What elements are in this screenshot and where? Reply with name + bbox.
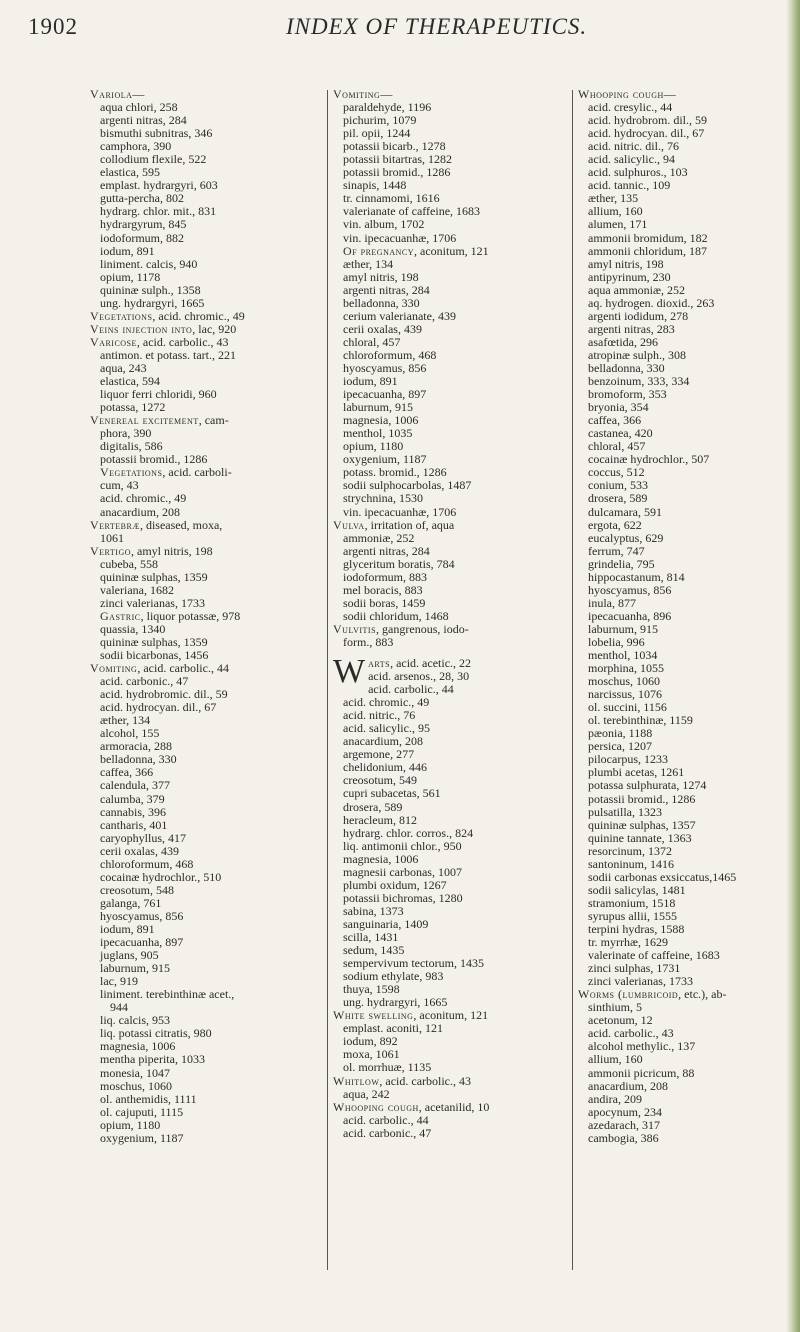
index-entry: hydrarg. chlor. mit., 831 <box>100 204 217 219</box>
index-entry: valerianate of caffeine, 1683 <box>343 204 481 219</box>
index-entry: iodoformum, 883 <box>343 569 427 584</box>
index-entry: laburnum, 915 <box>343 400 413 415</box>
index-entry: syrupus allii, 1555 <box>588 908 677 923</box>
index-entry: opium, 1180 <box>343 439 404 454</box>
index-entry: valeriana, 1682 <box>100 582 174 597</box>
index-entry: zinci sulphas, 1731 <box>588 961 681 976</box>
index-entry: liniment. terebinthinæ acet., <box>100 987 235 1002</box>
index-entry: pulsatilla, 1323 <box>588 804 662 819</box>
index-entry: belladonna, 330 <box>343 295 420 310</box>
index-entry: mentha piperita, 1033 <box>100 1052 205 1067</box>
index-entry: cambogia, 386 <box>588 1130 659 1145</box>
heading-rest: , lac, 920 <box>192 321 237 336</box>
index-entry: alcohol, 155 <box>100 726 160 741</box>
index-entry: narcissus, 1076 <box>588 687 662 702</box>
index-heading <box>333 1075 573 1088</box>
index-entry: iodum, 891 <box>100 243 155 258</box>
index-entry: collodium flexile, 522 <box>100 152 207 167</box>
index-entry: allium, 160 <box>588 1052 643 1067</box>
index-entry: sodii bicarbonas, 1456 <box>100 648 209 663</box>
index-entry: potassii bromid., 1286 <box>343 165 451 180</box>
index-entry: pil. opii, 1244 <box>343 126 411 141</box>
index-entry: hyoscyamus, 856 <box>100 908 184 923</box>
index-entry: strychnina, 1530 <box>343 491 423 506</box>
index-entry: vin. album, 1702 <box>343 217 425 232</box>
index-entry: bromoform, 353 <box>588 387 667 402</box>
index-entry: alcohol methylic., 137 <box>588 1039 696 1054</box>
index-entry: acid. carbonic., 47 <box>343 1125 432 1140</box>
index-entry: ung. hydrargyri, 1665 <box>100 295 205 310</box>
page-year: 1902 <box>28 14 78 39</box>
index-entry: cum, 43 <box>100 478 139 493</box>
heading-term: Vertebræ <box>90 517 140 532</box>
index-entry: cerii oxalas, 439 <box>100 843 179 858</box>
index-entry: inula, 877 <box>588 595 636 610</box>
index-entry: oxygenium, 1187 <box>100 1130 184 1145</box>
index-entry: magnesii carbonas, 1007 <box>343 864 462 879</box>
index-entry: anacardium, 208 <box>588 1078 668 1093</box>
index-entry: lobelia, 996 <box>588 634 645 649</box>
index-entry: heracleum, 812 <box>343 812 417 827</box>
index-entry: potassa sulphurata, 1274 <box>588 778 707 793</box>
heading-term: Vertigo <box>90 543 132 558</box>
heading-rest: , aconitum, 121 <box>414 243 489 258</box>
index-heading <box>90 545 328 558</box>
index-entry: acid. hydrobrom. dil., 59 <box>588 113 707 128</box>
index-entry: belladonna, 330 <box>100 752 177 767</box>
heading-term: Worms (lumbricoid <box>578 987 679 1002</box>
heading-rest: — <box>132 87 145 101</box>
heading-term: Vegetations <box>90 308 153 323</box>
index-entry: ol. anthemidis, 1111 <box>100 1091 197 1106</box>
index-heading <box>333 519 573 532</box>
index-heading <box>90 610 328 623</box>
page-header <box>28 14 760 42</box>
index-entry: pichurim, 1079 <box>343 113 417 128</box>
index-entry: ipecacuanha, 896 <box>588 608 672 623</box>
index-entry: atropinæ sulph., 308 <box>588 347 686 362</box>
index-entry: ol. succini, 1156 <box>588 700 667 715</box>
index-entry: dulcamara, 591 <box>588 504 662 519</box>
index-entry: quininæ sulph., 1358 <box>100 282 201 297</box>
index-entry: hyoscyamus, 856 <box>588 582 672 597</box>
index-entry: acid. carbolic., 43 <box>588 1026 674 1041</box>
index-entry: chloral, 457 <box>343 334 401 349</box>
index-entry: tr. cinnamomi, 1616 <box>343 191 440 206</box>
index-entry: hydrargyrum, 845 <box>100 217 187 232</box>
index-entry: æther, 134 <box>100 713 151 728</box>
heading-rest: , acetanilid, 10 <box>418 1099 490 1114</box>
index-entry: potassii bromid., 1286 <box>100 452 208 467</box>
index-entry: chelidonium, 446 <box>343 760 427 775</box>
index-entry: emplast. aconiti, 121 <box>343 1021 443 1036</box>
index-entry: liq. calcis, 953 <box>100 1013 170 1028</box>
index-entry: stramonium, 1518 <box>588 895 676 910</box>
index-entry: bryonia, 354 <box>588 400 649 415</box>
index-entry: acid. hydrobromic. dil., 59 <box>100 687 228 702</box>
index-entry: conium, 533 <box>588 478 648 493</box>
index-entry: caffea, 366 <box>588 413 642 428</box>
index-entry: phora, 390 <box>100 426 152 441</box>
index-entry: aqua, 242 <box>343 1086 390 1101</box>
index-entry: ammonii picricum, 88 <box>588 1065 695 1080</box>
index-entry: opium, 1178 <box>100 269 161 284</box>
heading-rest: , amyl nitris, 198 <box>131 543 213 558</box>
index-heading <box>333 623 573 636</box>
index-entry: benzoinum, 333, 334 <box>588 374 690 389</box>
index-entry: aq. hydrogen. dioxid., 263 <box>588 295 715 310</box>
index-entry: ammonii bromidum, 182 <box>588 230 708 245</box>
heading-term: Vegetations <box>100 465 163 480</box>
index-entry: chloral, 457 <box>588 439 646 454</box>
index-entry: belladonna, 330 <box>588 360 665 375</box>
index-entry: castanea, 420 <box>588 426 653 441</box>
index-entry: oxygenium, 1187 <box>343 452 427 467</box>
heading-rest: , diseased, moxa, <box>139 517 223 532</box>
index-entry: morphina, 1055 <box>588 661 664 676</box>
index-entry: acid. hydrocyan. dil., 67 <box>100 700 217 715</box>
index-entry: zinci valerianas, 1733 <box>100 595 205 610</box>
heading-term: Of pregnancy <box>343 243 415 258</box>
index-entry: amyl nitris, 198 <box>343 269 419 284</box>
index-entry: ung. hydrargyri, 1665 <box>343 995 448 1010</box>
index-entry: potassii bicarb., 1278 <box>343 139 446 154</box>
index-entry: allium, 160 <box>588 204 643 219</box>
index-entry: gutta-percha, 802 <box>100 191 184 206</box>
heading-term: Vomiting <box>90 661 138 676</box>
index-entry: acid. chromic., 49 <box>343 695 430 710</box>
index-entry: potassii bitartras, 1282 <box>343 152 452 167</box>
index-entry: potassii bromid., 1286 <box>588 791 696 806</box>
index-heading <box>333 245 573 258</box>
index-entry: calumba, 379 <box>100 791 165 806</box>
index-entry: plumbi acetas, 1261 <box>588 765 685 780</box>
index-entry: sodii carbonas exsiccatus,1465 <box>588 869 737 884</box>
index-entry: armoracia, 288 <box>100 739 172 754</box>
index-entry: drosera, 589 <box>343 799 403 814</box>
index-entry: liq. potassi citratis, 980 <box>100 1026 212 1041</box>
index-entry: drosera, 589 <box>588 491 648 506</box>
heading-rest: , acid. carbolic., 44 <box>137 661 229 676</box>
index-entry: ammonii chloridum, 187 <box>588 243 707 258</box>
index-entry: cocainæ hydrochlor., 507 <box>588 452 710 467</box>
index-entry: liquor ferri chloridi, 960 <box>100 387 217 402</box>
heading-term: Gastric <box>100 608 141 623</box>
index-entry: magnesia, 1006 <box>343 851 419 866</box>
index-entry: thuya, 1598 <box>343 982 400 997</box>
index-entry: menthol, 1035 <box>343 426 413 441</box>
index-entry: sinthium, 5 <box>588 1000 643 1015</box>
index-entry: antipyrinum, 230 <box>588 269 671 284</box>
index-entry: hippocastanum, 814 <box>588 569 685 584</box>
heading-term: Venereal excitement <box>90 413 199 428</box>
heading-term: Whooping cough <box>333 1099 419 1114</box>
index-heading <box>90 519 328 532</box>
index-entry: camphora, 390 <box>100 139 172 154</box>
index-entry: quininæ sulphas, 1359 <box>100 569 208 584</box>
index-entry: santoninum, 1416 <box>588 856 674 871</box>
index-entry: hydrarg. chlor. corros., 824 <box>343 825 474 840</box>
heading-rest: , acid. acetic., 22 <box>390 656 472 671</box>
index-entry: potassa, 1272 <box>100 400 166 415</box>
index-entry: acid. nitric. dil., 76 <box>588 139 679 154</box>
index-entry: cubeba, 558 <box>100 556 158 571</box>
index-entry: paraldehyde, 1196 <box>343 100 432 115</box>
index-entry: form., 883 <box>343 634 394 649</box>
index-heading <box>333 1101 573 1114</box>
index-entry: acid. nitric., 76 <box>343 708 416 723</box>
heading-rest: , aconitum, 121 <box>413 1008 489 1023</box>
index-entry: tr. myrrhæ, 1629 <box>588 935 668 950</box>
index-entry: quininæ sulphas, 1359 <box>100 634 208 649</box>
index-entry: acid. arsenos., 28, 30 <box>368 669 470 684</box>
index-entry: anacardium, 208 <box>343 734 423 749</box>
index-entry: menthol, 1034 <box>588 648 658 663</box>
heading-term: Whitlow <box>333 1073 380 1088</box>
index-entry: emplast. hydrargyri, 603 <box>100 178 218 193</box>
index-entry: potassii bichromas, 1280 <box>343 890 463 905</box>
heading-term: arts <box>368 656 391 671</box>
index-entry: elastica, 594 <box>100 374 160 389</box>
index-entry: acid. hydrocyan. dil., 67 <box>588 126 705 141</box>
index-entry: liniment. calcis, 940 <box>100 256 198 271</box>
heading-term: Vulva <box>333 517 365 532</box>
index-entry: sodii chloridum, 1468 <box>343 608 449 623</box>
drop-capital: W <box>333 653 366 691</box>
index-entry: laburnum, 915 <box>100 961 170 976</box>
heading-rest: , gangrenous, iodo- <box>376 621 469 636</box>
index-entry: cocainæ hydrochlor., 510 <box>100 869 222 884</box>
index-entry: azedarach, 317 <box>588 1117 660 1132</box>
index-entry: sodii salicylas, 1481 <box>588 882 686 897</box>
index-entry: sempervivum tectorum, 1435 <box>343 956 484 971</box>
heading-term: Varicose <box>90 334 137 349</box>
index-entry: alumen, 171 <box>588 217 648 232</box>
index-entry: mel boracis, 883 <box>343 582 423 597</box>
index-entry: ipecacuanha, 897 <box>343 387 427 402</box>
index-entry: vin. ipecacuanhæ, 1706 <box>343 504 457 519</box>
index-entry: magnesia, 1006 <box>100 1039 176 1054</box>
index-entry: cerii oxalas, 439 <box>343 321 422 336</box>
index-entry: amyl nitris, 198 <box>588 256 664 271</box>
index-entry: 944 <box>110 1000 128 1015</box>
index-entry: ammoniæ, 252 <box>343 530 415 545</box>
index-entry: cupri subacetas, 561 <box>343 786 441 801</box>
index-entry: acid. carbolic., 44 <box>368 682 454 697</box>
page-edge <box>786 0 800 1332</box>
heading-rest: , acid. carbolic., 43 <box>136 334 229 349</box>
heading-term: Vulvitis <box>333 621 377 636</box>
index-entry: coccus, 512 <box>588 465 645 480</box>
index-entry: sodium ethylate, 983 <box>343 969 444 984</box>
index-entry: elastica, 595 <box>100 165 160 180</box>
heading-term: Whooping cough <box>578 87 664 101</box>
index-entry: acid. cresylic., 44 <box>588 100 673 115</box>
index-entry: sinapis, 1448 <box>343 178 407 193</box>
index-entry: acid. carbolic., 44 <box>343 1112 429 1127</box>
index-entry: argenti nitras, 284 <box>343 282 430 297</box>
index-entry: argenti nitras, 284 <box>100 113 187 128</box>
index-entry: sodii boras, 1459 <box>343 595 426 610</box>
index-entry: acid. tannic., 109 <box>588 178 671 193</box>
index-entry: asafœtida, 296 <box>588 334 658 349</box>
index-entry: argemone, 277 <box>343 747 415 762</box>
index-entry: lac, 919 <box>100 974 138 989</box>
index-entry: argenti iodidum, 278 <box>588 308 689 323</box>
index-entry: acid. chromic., 49 <box>100 491 187 506</box>
index-entry: caffea, 366 <box>100 765 154 780</box>
index-entry: acid. salicylic., 94 <box>588 152 675 167</box>
index-entry: sanguinaria, 1409 <box>343 916 429 931</box>
index-entry: scilla, 1431 <box>343 930 399 944</box>
index-entry: pilocarpus, 1233 <box>588 752 668 767</box>
index-entry: æther, 135 <box>588 191 639 206</box>
index-entry: persica, 1207 <box>588 739 652 754</box>
heading-rest: , acid. carbolic., 43 <box>379 1073 472 1088</box>
heading-term: White swelling <box>333 1008 414 1023</box>
heading-rest: , liquor potassæ, 978 <box>140 608 241 623</box>
heading-rest: — <box>380 87 393 101</box>
index-entry: galanga, 761 <box>100 895 162 910</box>
index-entry: argenti nitras, 283 <box>588 321 675 336</box>
index-entry: chloroformum, 468 <box>343 347 437 362</box>
index-heading <box>90 336 328 349</box>
heading-term: Variola <box>90 87 133 101</box>
index-entry: iodum, 891 <box>343 374 398 389</box>
index-entry: eucalyptus, 629 <box>588 530 664 545</box>
index-entry: plumbi oxidum, 1267 <box>343 877 447 892</box>
index-entry: moxa, 1061 <box>343 1047 400 1062</box>
index-entry: quassia, 1340 <box>100 621 166 636</box>
index-entry: magnesia, 1006 <box>343 413 419 428</box>
index-entry: caryophyllus, 417 <box>100 830 186 845</box>
index-entry: digitalis, 586 <box>100 439 163 454</box>
index-entry: creosotum, 548 <box>100 882 174 897</box>
index-entry: grindelia, 795 <box>588 556 655 571</box>
index-entry: potass. bromid., 1286 <box>343 465 447 480</box>
index-entry: aqua chlori, 258 <box>100 100 178 115</box>
index-entry: apocynum, 234 <box>588 1104 662 1119</box>
index-entry: iodum, 891 <box>100 922 155 936</box>
heading-rest: , acid. chromic., 49 <box>152 308 245 323</box>
index-entry: cantharis, 401 <box>100 817 168 832</box>
index-entry: iodum, 892 <box>343 1034 398 1049</box>
index-entry: juglans, 905 <box>100 948 159 963</box>
heading-term: Veins injection into <box>90 321 193 336</box>
index-entry: aqua, 243 <box>100 360 147 375</box>
index-entry: anacardium, 208 <box>100 504 180 519</box>
index-entry: calendula, 377 <box>100 778 170 793</box>
index-entry: acetonum, 12 <box>588 1013 653 1028</box>
index-column-3 <box>578 88 778 1145</box>
index-entry: argenti nitras, 284 <box>343 543 430 558</box>
index-entry: moschus, 1060 <box>588 674 660 689</box>
heading-term: Vomiting <box>333 87 381 101</box>
index-entry: aqua ammoniæ, 252 <box>588 282 685 297</box>
index-entry: glyceritum boratis, 784 <box>343 556 455 571</box>
index-entry: cannabis, 396 <box>100 804 166 819</box>
index-entry: sedum, 1435 <box>343 943 405 958</box>
index-entry: monesia, 1047 <box>100 1065 170 1080</box>
index-entry: laburnum, 915 <box>588 621 658 636</box>
heading-rest: , irritation of, aqua <box>364 517 455 532</box>
index-column-1 <box>90 88 328 1145</box>
heading-rest: , cam- <box>198 413 229 428</box>
page-title: INDEX OF THERAPEUTICS. <box>286 14 588 39</box>
index-entry: valerinate of caffeine, 1683 <box>588 948 720 963</box>
index-entry: sabina, 1373 <box>343 903 404 918</box>
heading-rest: , etc.), ab- <box>678 987 727 1002</box>
index-entry: antimon. et potass. tart., 221 <box>100 347 236 362</box>
index-entry: vin. ipecacuanhæ, 1706 <box>343 230 457 245</box>
index-entry: quininæ sulphas, 1357 <box>588 817 696 832</box>
index-entry: chloroformum, 468 <box>100 856 194 871</box>
index-entry: ol. terebinthinæ, 1159 <box>588 713 693 728</box>
index-entry: æther, 134 <box>343 256 394 271</box>
index-entry: terpini hydras, 1588 <box>588 922 685 936</box>
index-entry: acid. sulphuros., 103 <box>588 165 688 180</box>
index-entry: acid. salicylic., 95 <box>343 721 430 736</box>
index-entry: ipecacuanha, 897 <box>100 935 184 950</box>
index-entry: creosotum, 549 <box>343 773 417 788</box>
index-entry: hyoscyamus, 856 <box>343 360 427 375</box>
index-entry: liq. antimonii chlor., 950 <box>343 838 462 853</box>
index-entry: moschus, 1060 <box>100 1078 172 1093</box>
index-entry: acid. carbonic., 47 <box>100 674 189 689</box>
index-entry: resorcinum, 1372 <box>588 843 672 858</box>
index-entry: iodoformum, 882 <box>100 230 184 245</box>
index-entry: zinci valerianas, 1733 <box>588 974 693 989</box>
index-entry: cerium valerianate, 439 <box>343 308 456 323</box>
index-column-2 <box>333 88 573 1140</box>
index-entry: ol. cajuputi, 1115 <box>100 1104 184 1119</box>
index-entry: ferrum, 747 <box>588 543 645 558</box>
index-entry: andira, 209 <box>588 1091 642 1106</box>
index-entry: pæonia, 1188 <box>588 726 653 741</box>
index-entry: quinine tannate, 1363 <box>588 830 692 845</box>
heading-rest: , acid. carboli- <box>162 465 232 480</box>
index-entry: bismuthi subnitras, 346 <box>100 126 213 141</box>
index-entry: ergota, 622 <box>588 517 642 532</box>
index-entry: sodii sulphocarbolas, 1487 <box>343 478 472 493</box>
index-entry: opium, 1180 <box>100 1117 161 1132</box>
index-entry: 1061 <box>100 530 124 545</box>
index-entry: ol. morrhuæ, 1135 <box>343 1060 432 1075</box>
heading-rest: — <box>663 87 676 101</box>
